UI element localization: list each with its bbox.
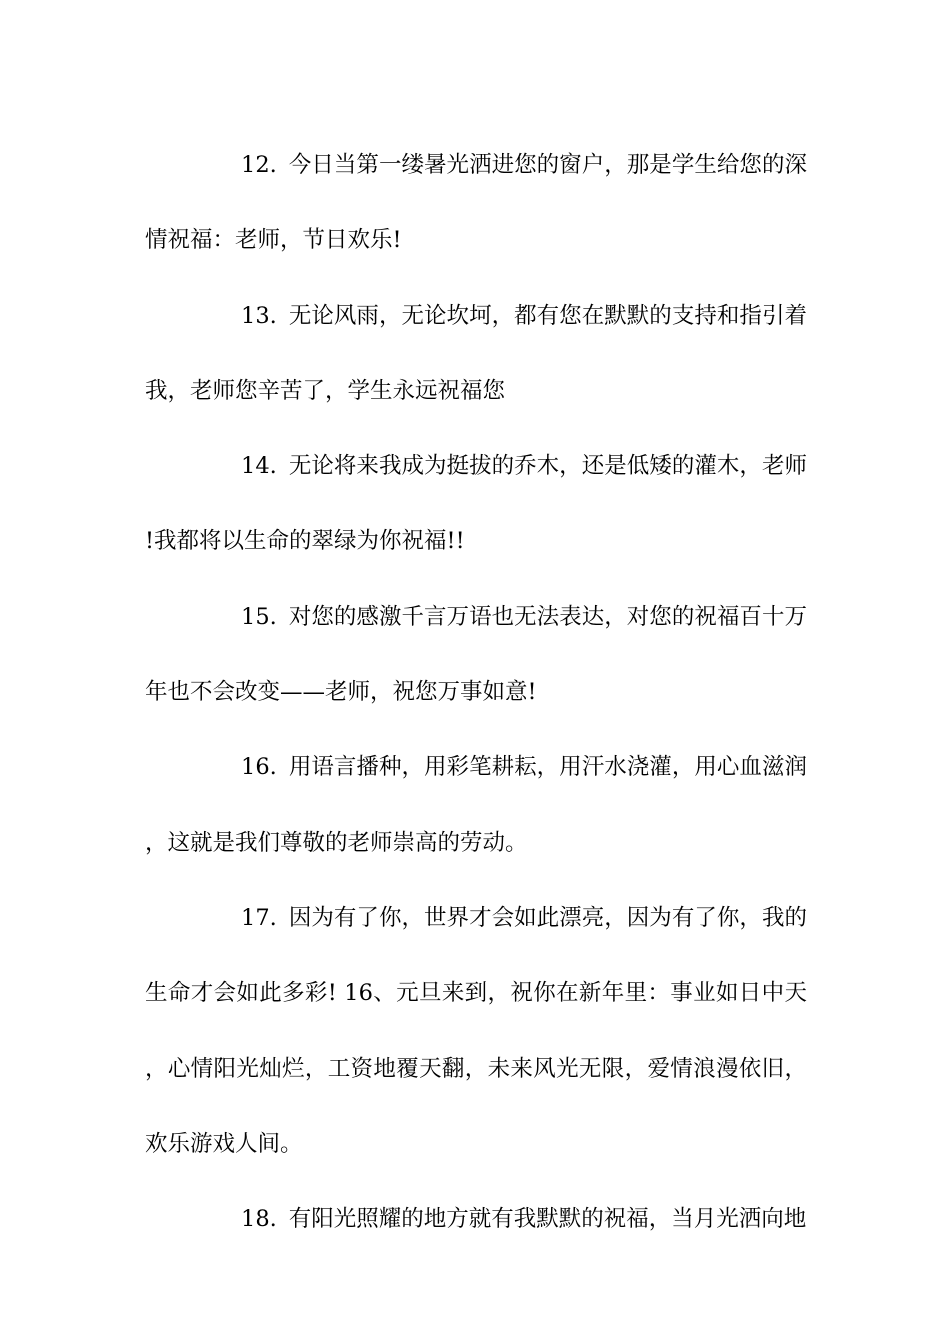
paragraph-15 — [145, 580, 807, 731]
paragraph-number: 13. — [241, 302, 277, 329]
paragraph-14 — [145, 429, 807, 580]
paragraph-number: 17. — [241, 904, 277, 931]
paragraph-number: 18. — [241, 1206, 277, 1233]
paragraph-number: 16. — [241, 754, 277, 781]
paragraph-text: 用语言播种，用彩笔耕耘，用汗水浇灌，用心血滋润，这就是我们尊敬的老师崇高的劳动。 — [145, 754, 807, 856]
paragraph-text: 因为有了你，世界才会如此漂亮，因为有了你，我的生命才会如此多彩! 16、元旦来到，祝你在新年里：事业如日中天，心情阳光灿烂，工资地覆天翻，未来风光无限，爱情浪漫依旧，欢乐游戏人间。 — [145, 904, 807, 1157]
document-body — [145, 128, 807, 1257]
paragraph-text: 无论风雨，无论坎坷，都有您在默默的支持和指引着我，老师您辛苦了，学生永远祝福您 — [145, 302, 807, 404]
paragraph-17 — [145, 881, 807, 1182]
paragraph-number: 14. — [241, 453, 277, 480]
paragraph-13 — [145, 279, 807, 430]
paragraph-18 — [145, 1182, 807, 1257]
paragraph-number: 15. — [241, 603, 277, 630]
paragraph-text: 有阳光照耀的地方就有我默默的祝福，当月光洒向地 — [288, 1206, 807, 1233]
paragraph-text: 对您的感激千言万语也无法表达，对您的祝福百十万年也不会改变——老师，祝您万事如意! — [145, 603, 807, 706]
paragraph-text: 无论将来我成为挺拔的乔木，还是低矮的灌木，老师!我都将以生命的翠绿为你祝福!! — [145, 453, 807, 555]
paragraph-12 — [145, 128, 807, 279]
paragraph-16 — [145, 730, 807, 881]
paragraph-text: 今日当第一缕暑光洒进您的窗户，那是学生给您的深情祝福：老师，节日欢乐! — [145, 152, 807, 254]
paragraph-number: 12. — [241, 152, 277, 178]
